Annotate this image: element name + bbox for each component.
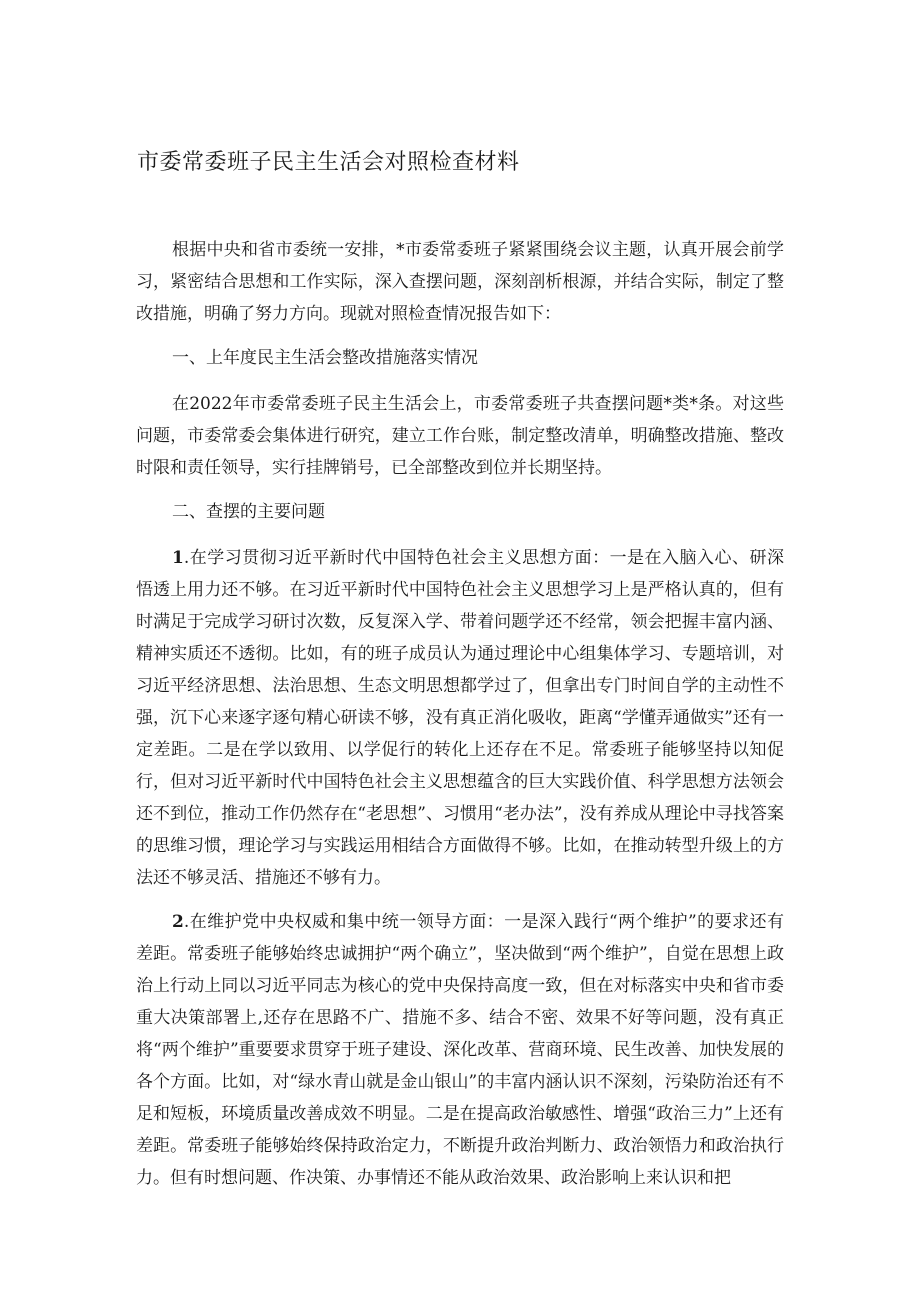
item-text-1: .在学习贯彻习近平新时代中国特色社会主义思想方面：一是在入脑入心、研深悟透上用力还不够。在习近平新时代中国特色社会主义思想学习上是严格认真的，但有时满足于完成学习研讨次数，反复深入学、带着问题学还不经常，领会把握丰富内涵、精神实质还不透彻。比如，有的班子成员认为通过理论中心组集体学习、专题培训，对习近平经济思想、法治思想、生态文明思想都学过了，但拿出专门时间自学的主动性不强，沉下心来逐字逐句精心研读不够，没有真正消化吸收，距离“学懂弄通做实”还有一定差距。二是在学以致用、以学促行的转化上还存在不足。常委班子能够坚持以知促行，但对习近平新时代中国特色社会主义思想蕴含的巨大实践价值、科学思想方法领会还不到位，推动工作仍然存在“老思想”、习惯用“老办法”，没有养成从理论中寻找答案的思维习惯，理论学习与实践运用相结合方面做得不够。比如，在推动转型升级上的方法还不够灵活、措施还不够有力。 xyxy=(136,548,784,888)
intro-paragraph: 根据中央和省市委统一安排，*市委常委班子紧紧围绕会议主题，认真开展会前学习，紧密结合思想和工作实际，深入查摆问题，深刻剖析根源，并结合实际，制定了整改措施，明确了努力方向。现就对照检查情况报告如下： xyxy=(136,240,784,324)
item-number-1: 1 xyxy=(172,548,184,568)
document-body xyxy=(136,234,784,1206)
item-number-2: 2 xyxy=(172,912,184,932)
problem-item-2 xyxy=(136,906,784,1194)
section-heading-2: 二、查摆的主要问题 xyxy=(172,502,325,522)
item-text-2: .在维护党中央权威和集中统一领导方面：一是深入践行“两个维护”的要求还有差距。常委班子能够始终忠诚拥护“两个确立”，坚决做到“两个维护”，自觉在思想上政治上行动上同以习近平同志为核心的党中央保持高度一致，但在对标落实中央和省市委重大决策部署上,还存在思路不广、措施不多、结合不密、效果不好等问题，没有真正将“两个维护”重要要求贯穿于班子建设、深化改革、营商环境、民生改善、加快发展的各个方面。比如，对“绿水青山就是金山银山”的丰富内涵认识不深刻，污染防治还有不足和短板，环境质量改善成效不明显。二是在提高政治敏感性、增强“政治三力”上还有差距。常委班子能够始终保持政治定力，不断提升政治判断力、政治领悟力和政治执行力。但有时想问题、作决策、办事情还不能从政治效果、政治影响上来认识和把 xyxy=(136,912,784,1188)
section-heading-1: 一、上年度民主生活会整改措施落实情况 xyxy=(172,348,478,368)
document-title: 市委常委班子民主生活会对照检查材料 xyxy=(137,150,520,175)
section-1-paragraph: 在2022年市委常委班子民主生活会上，市委常委班子共查摆问题*类*条。对这些问题，市委常委会集体进行研究，建立工作台账，制定整改清单，明确整改措施、整改时限和责任领导，实行挂牌销号，已全部整改到位并长期坚持。 xyxy=(136,394,784,478)
problem-item-1 xyxy=(136,542,784,894)
